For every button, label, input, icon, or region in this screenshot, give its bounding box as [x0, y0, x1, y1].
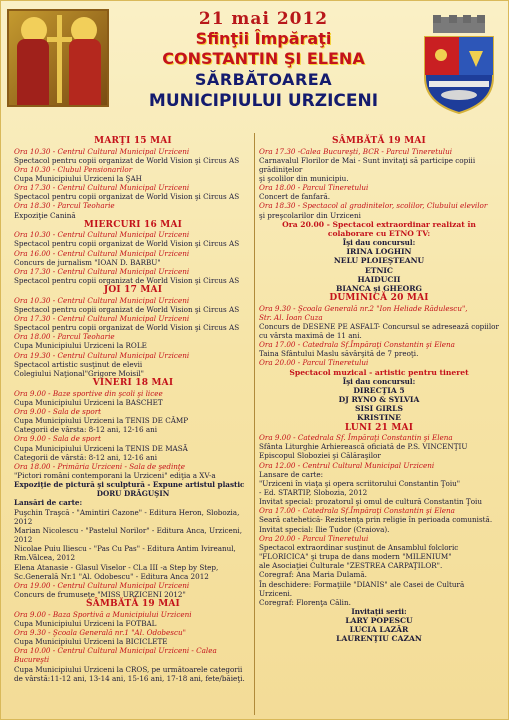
event-description: Colegiului Naţional"Grigore Moisil": [14, 368, 144, 378]
event-description: Lansare de carte:: [259, 469, 324, 479]
event-description: Spectacol pentru copii organizat de World Vision şi Circus AS: [14, 323, 240, 333]
special-event-heading: Spectacol muzical - artistic pentru tineret: [289, 367, 469, 377]
event-description: Spectacol pentru copii organizat de World Vision şi Circus AS: [14, 304, 240, 314]
event-description: Sfânta Liturghie Arhierească oficiată de P.S. VINCENŢIU: [259, 442, 468, 452]
event-description: "Pictori români contemporani la Urziceni" ediţia a XV-a: [14, 471, 216, 480]
event-time-venue: Ora 18.00 - Parcul Teoharie: [14, 332, 115, 342]
event-time-venue: Ora 17.00 - Catedrala Sf.Împăraţi Constantin şi Elena: [259, 340, 455, 350]
saints-icon: [7, 9, 109, 107]
bold-centered-text: Invitaţii serii:: [351, 607, 407, 616]
bold-centered-text: Îşi dau concursul:: [342, 376, 416, 386]
event-description: şi şcolilor din municipiu.: [259, 173, 349, 183]
event-description: de vârstă:11-12 ani, 13-14 ani, 15-16 ani, 17-18 ani, fete/băieţi.: [14, 673, 245, 683]
event-description: Rm.Vâlcea, 2012: [14, 553, 76, 563]
event-time-venue: Ora 17.00 - Catedrala Sf.Împăraţi Constantin şi Elena: [259, 506, 455, 516]
event-time-venue: Ora 17.30 - Centrul Cultural Municipal Urziceni: [14, 266, 190, 276]
event-description: "Urziceni în viaţa şi opera scriitorului Constantin Ţoiu": [259, 478, 461, 488]
performer-name: HAIDUCII: [357, 274, 401, 284]
event-description: Concurs de frumuseţe "MISS URZICENI 2012": [14, 590, 186, 600]
event-description: Nicolae Puiu Iliescu - "Pas Cu Pas" - Editura Antim Ivireanul,: [14, 544, 236, 554]
title-line-3: SĂRBĂTOAREA: [194, 70, 333, 89]
event-description: Concert de fanfară.: [259, 192, 331, 202]
event-description: Cupa Municipiului Urziceni la BICICLETE: [14, 637, 168, 647]
bold-text: Expoziţie de pictură şi sculptură - Expune artistul plastic: [14, 480, 245, 490]
bold-centered-text: DORU DRĂGUŞIN: [96, 489, 170, 499]
event-description: Spectacol pentru copii organizat de World Vision şi Circus AS: [14, 155, 240, 165]
event-description: Puşchin Traşcă - "Amintiri Cazone" - Editura Heron, Slobozia, 2012: [14, 507, 240, 526]
performer-name: LUCIA LAZĂR: [349, 625, 409, 635]
day-heading: SÂMBĂTĂ 19 MAI: [332, 136, 426, 146]
event-time-venue: Ora 17.30 -Calea Bucureşti, BCR - Parcul Tineretului: [259, 146, 452, 156]
day-heading: MIERCURI 16 MAI: [83, 219, 183, 230]
event-description: Invitat special: prozatorul şi omul de cultură Constantin Ţoiu: [259, 497, 482, 507]
event-time-venue: Ora 9.00 - Baze sportive din şcoli şi licee: [14, 388, 163, 398]
day-heading: SÂMBĂTĂ 19 MAI: [86, 599, 180, 610]
performer-name: IRINA LOGHIN: [346, 247, 412, 257]
event-description: Cupa Municipiului Urziceni la TENIS DE MASĂ: [14, 443, 188, 453]
event-description: Marian Nicolescu - "Pastelul Norilor" - Editura Anca, Urziceni, 2012: [14, 525, 243, 545]
special-event-heading: colaborare cu ETNO TV:: [327, 228, 431, 238]
event-description: Cupa Municipiului Urziceni la CROS, pe următoarele categorii: [14, 664, 243, 674]
event-date: 21 mai 2012: [198, 9, 329, 29]
event-time-venue: Ora 9.30 - Şcoala Generală nr.1 "Al. Odobescu": [14, 628, 186, 637]
special-event-heading: Ora 20.00 - Spectacol extraordinar realizat în: [282, 219, 476, 229]
performer-name: DJ RYNO & SYLVIA: [338, 395, 420, 405]
event-description: Categorii de vârsta: 8-12 ani, 12-16 ani: [14, 425, 158, 435]
event-description: cu vârsta maximă de 11 ani.: [259, 330, 362, 340]
event-time-venue: Ora 9.00 - Sala de sport: [14, 434, 102, 444]
event-description: Carnavalul Florilor de Mai - Sunt invitaţi să participe copiii grădiniţelor: [259, 155, 476, 174]
day-heading: DUMINICĂ 20 MAI: [329, 293, 429, 303]
event-time-venue: Ora 17.30 - Centrul Cultural Municipal Urziceni: [14, 314, 190, 323]
event-time-venue: Ora 19.00 - Centrul Cultural Municipal Urziceni: [14, 580, 190, 590]
event-time-venue: Ora 12.00 - Centrul Cultural Municipal Urziceni: [259, 460, 435, 470]
event-description: Spectacol pentru copii organizat de World Vision şi Circus AS: [14, 239, 240, 249]
event-description: Concurs de DESENE PE ASFALT- Concursul se adresează copiilor: [259, 321, 499, 331]
left-column: [14, 136, 252, 683]
event-time-venue: Str. Al. Ioan Cuza: [259, 312, 323, 322]
bold-centered-text: Îşi dau concursul:: [342, 238, 416, 248]
event-time-venue: Ora 16.00 - Centrul Cultural Municipal Urziceni: [14, 248, 190, 258]
day-heading: VINERI 18 MAI: [92, 378, 174, 389]
title-line-4: MUNICIPIULUI URZICENI: [148, 91, 379, 111]
event-description: Elena Atanasie - Glasul Viselor - Cl.a III -a Step by Step,: [14, 562, 219, 572]
event-time-venue: Ora 10.00 - Centrul Cultural Municipal Urziceni - Calea Bucureşti: [14, 646, 217, 665]
event-description: Spectacol pentru copii organizat de World Vision şi Circus AS: [14, 276, 240, 286]
event-description: Cupa Municipiului Urziceni la TENIS DE CÂMP: [14, 416, 189, 426]
event-description: "FLORICICA" şi trupa de dans modern "MILENIUM": [259, 552, 452, 562]
day-heading: MARŢI 15 MAI: [94, 136, 172, 146]
header: [111, 9, 416, 111]
day-heading: LUNI 21 MAI: [344, 422, 414, 433]
bold-text: Lansări de carte:: [14, 498, 83, 508]
event-description: Categorii de vârstă: 8-12 ani, 12-16 ani: [14, 452, 158, 462]
column-divider: [254, 133, 255, 715]
event-time-venue: Ora 9.00 - Catedrala Sf. Împăraţi Constantin şi Elena: [259, 433, 453, 443]
event-time-venue: Ora 18.30 - Parcul Teoharie: [14, 201, 115, 211]
event-description: În deschidere: Formaţiile "DIANIS" ale Casei de Cultură Urziceni.: [259, 579, 465, 598]
event-description: Spectacol artistic susţinut de elevii: [14, 359, 143, 369]
event-description: Expoziţie Canină: [14, 210, 76, 220]
event-time-venue: Ora 19.30 - Centrul Cultural Municipal Urziceni: [14, 350, 190, 360]
event-description: ale Asociaţiei Culturale "ZESTREA CARPAŢILOR".: [259, 561, 443, 571]
event-description: Coregraf: Florenţa Călin.: [259, 597, 351, 607]
event-description: Spectacol extraordinar susţinut de Ansamblul folcloric: [259, 542, 459, 552]
performer-name: NELU PLOIEŞTEANU: [333, 256, 425, 266]
event-description: Concurs de jurnalism "IOAN D. BARBU": [14, 257, 161, 267]
event-description: Taina Sfântului Maslu săvârşită de 7 preoţi.: [259, 349, 419, 359]
event-description: şi preşcolarilor din Urziceni: [259, 210, 361, 220]
event-time-venue: Ora 17.30 - Centrul Cultural Municipal Urziceni: [14, 183, 190, 193]
event-description: Cupa Municipiului Urziceni la ROLE: [14, 341, 147, 351]
event-description: Invitat special: Ilie Tudor (Craiova).: [259, 524, 390, 534]
event-description: Cupa Municipiului Urziceni la FOTBAL: [14, 618, 157, 628]
event-description: Coregraf: Ana Maria Dulamă.: [259, 570, 367, 580]
event-time-venue: Ora 9.00 - Baza Sportivă a Municipiului Urziceni: [14, 609, 192, 619]
title-line-1: Sfinţii Împăraţi: [195, 29, 332, 48]
coat-of-arms-icon: [419, 15, 499, 115]
event-time-venue: Ora 20.00 - Parcul Tineretului: [259, 358, 369, 368]
performer-name: LAURENŢIU CAZAN: [336, 634, 422, 644]
event-time-venue: Ora 9.00 - Sala de sport: [14, 406, 102, 416]
event-time-venue: Ora 18.00 - Parcul Tineretului: [259, 183, 369, 193]
event-description: - Ed. STARTIP, Slobozia, 2012: [259, 487, 368, 497]
event-description: Seară catehetică- Rezistenţa prin religie în perioada comunistă.: [259, 515, 493, 525]
event-description: Spectacol pentru copii organizat de World Vision şi Circus AS: [14, 192, 240, 202]
performer-name: BIANCA şi GHEORG: [335, 283, 423, 293]
title-line-2: CONSTANTIN ŞI ELENA: [162, 49, 365, 68]
performer-name: SISI GIRLS: [355, 404, 403, 414]
event-time-venue: Ora 10.30 - Centrul Cultural Municipal Urziceni: [14, 295, 190, 305]
performer-name: KRISTINE: [357, 413, 401, 423]
event-time-venue: Ora 20.00 - Parcul Tineretului: [259, 533, 369, 543]
event-time-venue: Ora 18.30 - Spectacol al gradinitelor, scolilor, Clubului elevilor: [259, 201, 488, 211]
event-time-venue: Ora 10.30 - Centrul Cultural Municipal Urziceni: [14, 230, 190, 240]
event-time-venue: Ora 18.00 - Primăria Urziceni - Sala de şedinţe: [14, 461, 186, 471]
event-description: Episcopul Sloboziei şi Călăraşilor: [259, 451, 381, 461]
event-description: Cupa Municipiului Urziceni la ŞAH: [14, 173, 142, 183]
right-column: [259, 136, 499, 644]
event-time-venue: Ora 10.30 - Centrul Cultural Municipal Urziceni: [14, 146, 190, 156]
event-description: Sc.Generală Nr.1 "Al. Odobescu" - Editura Anca 2012: [14, 571, 209, 581]
performer-name: DIRECŢIA 5: [353, 385, 405, 395]
event-time-venue: Ora 10.30 - Clubul Pensionarilor: [14, 164, 133, 174]
event-description: Cupa Municipiului Urziceni la BASCHET: [14, 397, 163, 407]
day-heading: JOI 17 MAI: [103, 285, 163, 296]
performer-name: LARY POPESCU: [345, 616, 413, 626]
event-time-venue: Ora 9.30 - Şcoala Generală nr.2 "Ion Heliade Rădulescu",: [259, 303, 468, 313]
performer-name: ETNIC: [365, 265, 393, 275]
